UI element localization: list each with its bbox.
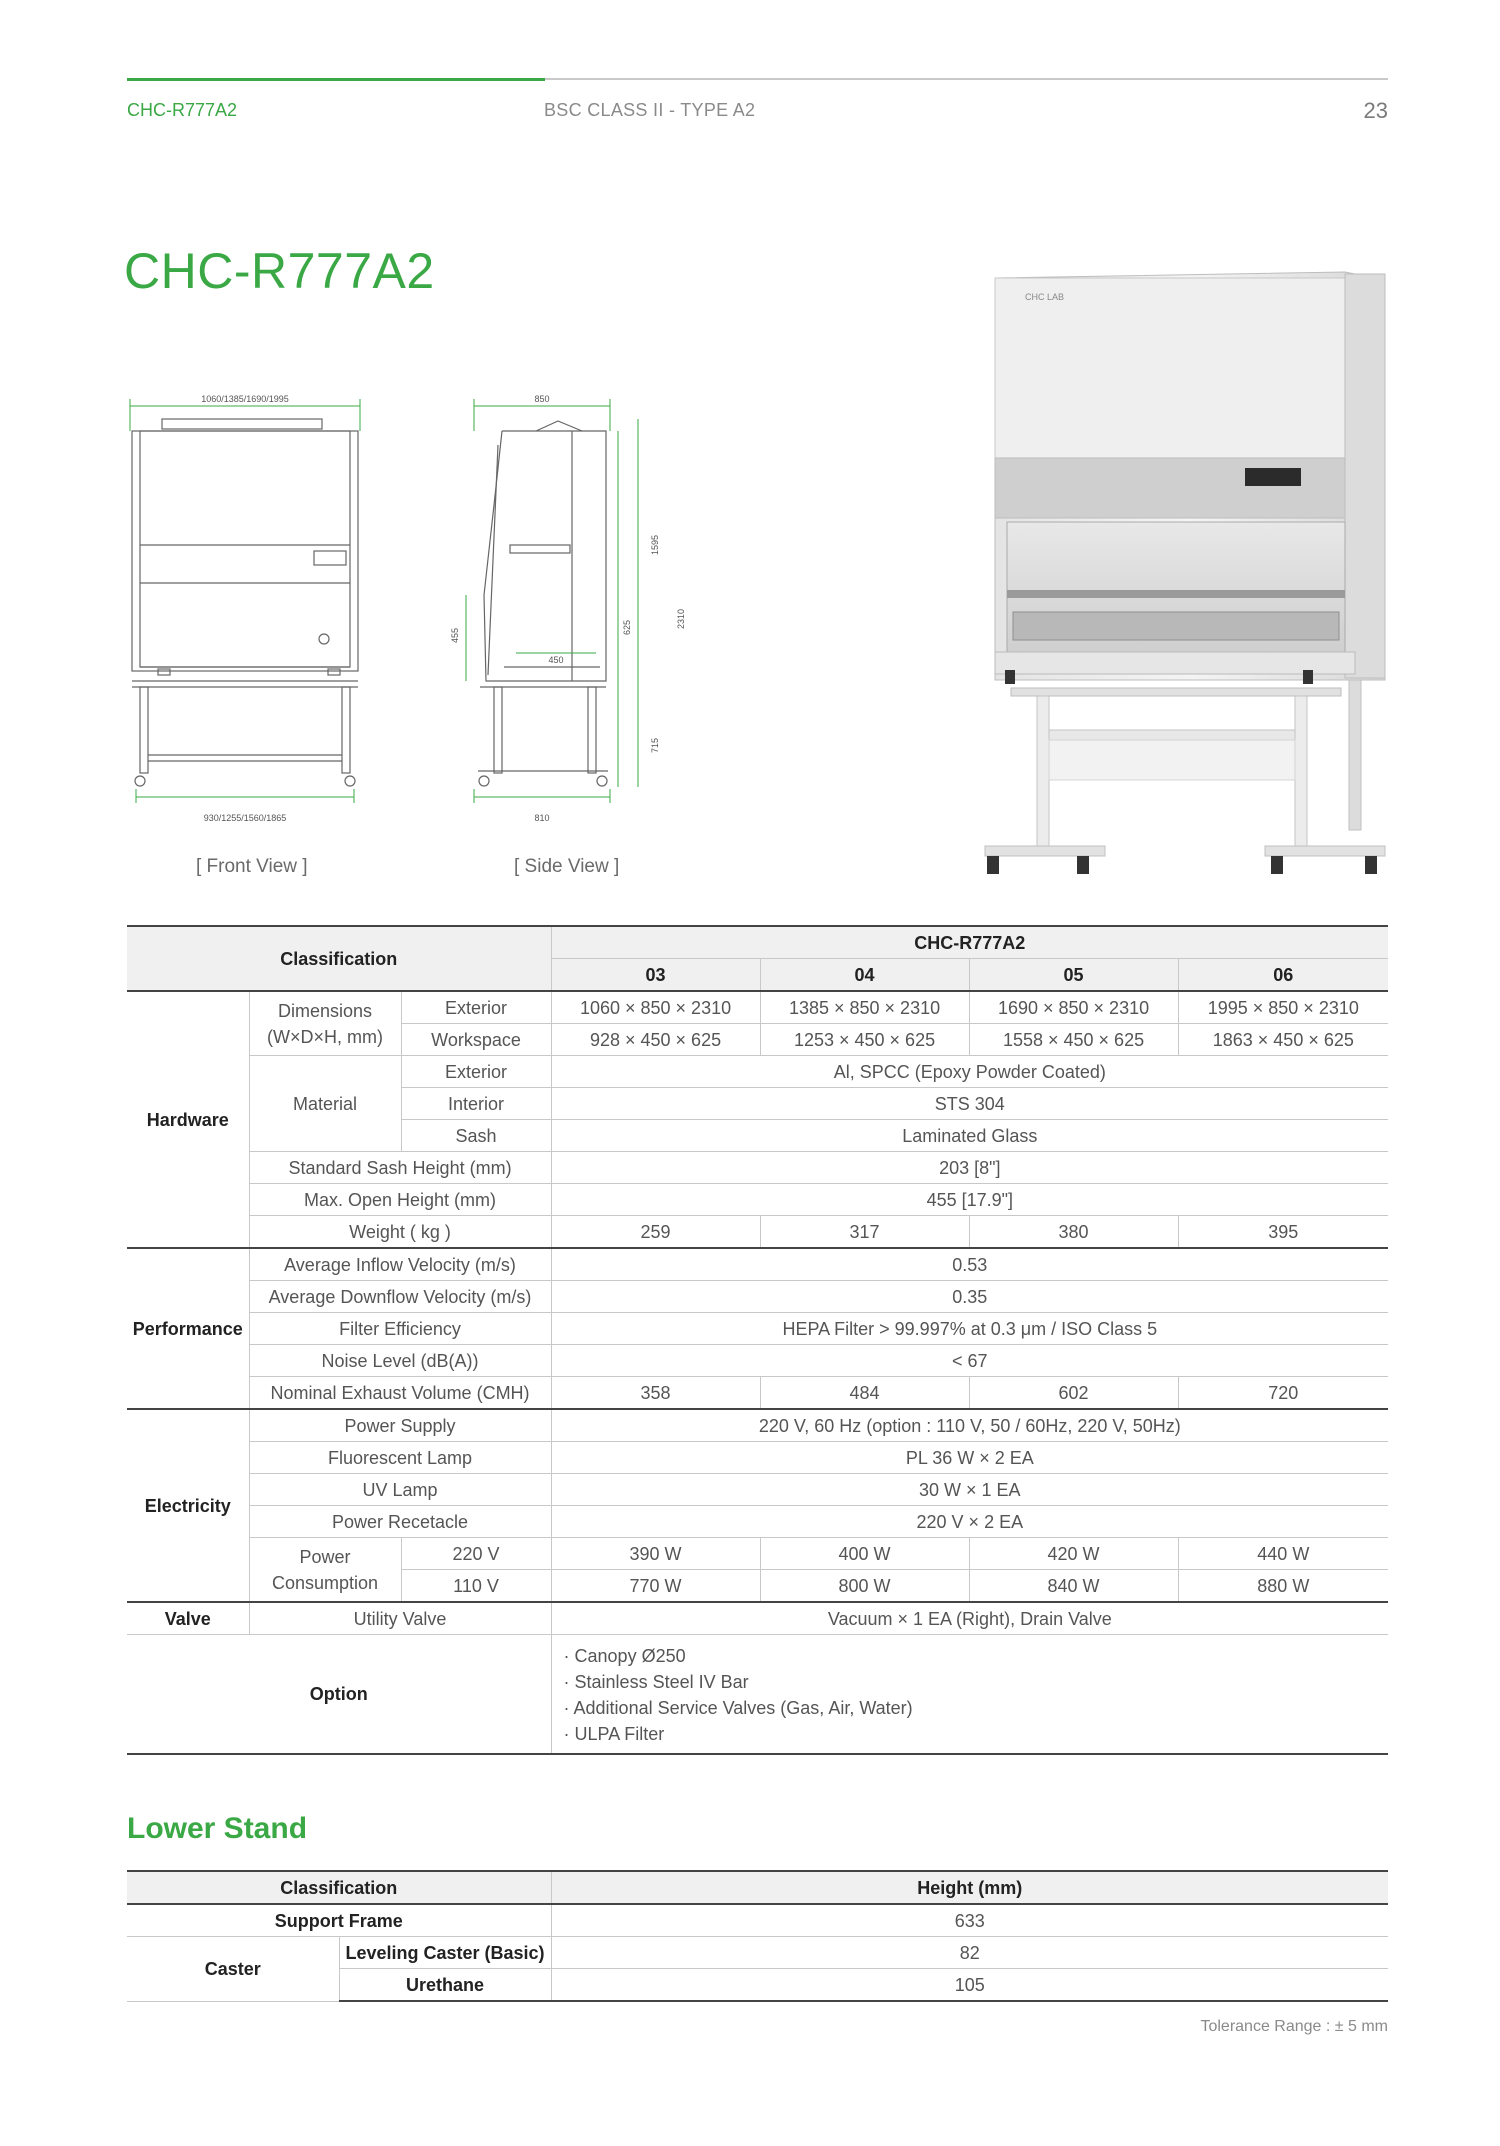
table-row [127,1538,1388,1570]
fluorescent-value: PL 36 W × 2 EA [551,1442,1388,1474]
header-accent-rule [127,78,545,81]
fluorescent-label: Fluorescent Lamp [249,1442,551,1474]
consumption-220-06: 440 W [1178,1538,1388,1570]
weight-label: Weight ( kg ) [249,1216,551,1249]
page-title: CHC-R777A2 [124,243,435,299]
consumption-110-06: 880 W [1178,1570,1388,1603]
consumption-110-03: 770 W [551,1570,760,1603]
material-label: Material [249,1056,401,1152]
option-item: · Canopy Ø250 [563,1646,686,1666]
downflow-label: Average Downflow Velocity (m/s) [249,1281,551,1313]
consumption-label: Power Consumption [249,1538,401,1603]
filter-label: Filter Efficiency [249,1313,551,1345]
power-supply-label: Power Supply [249,1409,551,1442]
dim-workspace-03: 928 × 450 × 625 [551,1024,760,1056]
side-view-drawing [466,399,638,803]
table-row [127,1937,1388,1969]
table-row [127,1409,1388,1442]
downflow-value: 0.35 [551,1281,1388,1313]
valve-label: Valve [127,1602,249,1635]
lower-stand-table [127,1870,1388,2002]
receptacle-value: 220 V × 2 EA [551,1506,1388,1538]
dim-workspace-06: 1863 × 450 × 625 [1178,1024,1388,1056]
noise-label: Noise Level (dB(A)) [249,1345,551,1377]
consumption-110-04: 800 W [760,1570,969,1603]
height-715-label: 715 [650,737,660,753]
height-625-label: 625 [622,619,632,635]
tolerance-note: Tolerance Range : ± 5 mm [1200,2018,1388,2035]
utility-label: Utility Valve [249,1602,551,1635]
height-2310-label: 2310 [676,608,686,629]
front-width-label: 1060/1385/1690/1995 [201,394,289,404]
product-photo [965,260,1395,890]
height-1595-label: 1595 [650,534,660,555]
exhaust-03: 358 [551,1377,760,1410]
dim-exterior-05: 1690 × 850 × 2310 [969,991,1178,1024]
max-open: 455 [17.9"] [551,1184,1388,1216]
urethane-value: 105 [551,1969,1388,2002]
material-sash: Laminated Glass [551,1120,1388,1152]
table-row [127,1377,1388,1410]
front-base-label: 930/1255/1560/1865 [203,813,287,823]
model-06: 06 [1178,959,1388,992]
page-number: 23 [1363,98,1388,123]
material-exterior-label: Exterior [401,1056,551,1088]
table-row [127,991,1388,1024]
side-view-caption: [ Side View ] [514,856,620,877]
header-classification: BSC CLASS II - TYPE A2 [544,100,756,120]
weight-03: 259 [551,1216,760,1249]
v110-label: 110 V [401,1570,551,1603]
leveling-caster-value: 82 [551,1937,1388,1969]
table-row [127,1442,1388,1474]
caster-label: Caster [127,1937,339,2002]
height-455-label: 455 [450,627,460,643]
table-row [127,926,1388,959]
classification-header: Classification [127,926,551,991]
header-model: CHC-R777A2 [127,100,238,120]
consumption-220-04: 400 W [760,1538,969,1570]
front-view-drawing [130,399,360,803]
dimensions-label: Dimensions (W×D×H, mm) [249,991,401,1056]
dim-workspace-05: 1558 × 450 × 625 [969,1024,1178,1056]
dim-exterior-06: 1995 × 850 × 2310 [1178,991,1388,1024]
model-05: 05 [969,959,1178,992]
table-row [127,1313,1388,1345]
option-item: · Additional Service Valves (Gas, Air, Water) [563,1698,913,1718]
inflow-label: Average Inflow Velocity (m/s) [249,1248,551,1281]
power-supply-value: 220 V, 60 Hz (option : 110 V, 50 / 60Hz, 220 V, 50Hz) [551,1409,1388,1442]
table-row [127,1904,1388,1937]
max-open-label: Max. Open Height (mm) [249,1184,551,1216]
filter-value: HEPA Filter > 99.997% at 0.3 μm / ISO Class 5 [551,1313,1388,1345]
electricity-label: Electricity [127,1409,249,1602]
spec-table [127,925,1388,1755]
inflow-value: 0.53 [551,1248,1388,1281]
table-row [127,1152,1388,1184]
uv-value: 30 W × 1 EA [551,1474,1388,1506]
exhaust-label: Nominal Exhaust Volume (CMH) [249,1377,551,1410]
consumption-220-05: 420 W [969,1538,1178,1570]
material-interior-label: Interior [401,1088,551,1120]
side-work-label: 450 [548,655,564,665]
model-03: 03 [551,959,760,992]
dim-workspace-label: Workspace [401,1024,551,1056]
model-04: 04 [760,959,969,992]
table-row [127,1474,1388,1506]
table-row [127,1871,1388,1904]
photo-brand: CHC LAB [1025,292,1065,302]
performance-label: Performance [127,1248,249,1409]
exhaust-06: 720 [1178,1377,1388,1410]
noise-value: < 67 [551,1345,1388,1377]
urethane-label: Urethane [339,1969,551,2002]
lower-stand-title: Lower Stand [127,1812,308,1845]
front-view-caption: [ Front View ] [196,856,308,877]
option-label: Option [127,1635,551,1755]
option-item: · ULPA Filter [563,1724,665,1744]
support-frame-value: 633 [551,1904,1388,1937]
table-row [127,1602,1388,1635]
material-exterior: Al, SPCC (Epoxy Powder Coated) [551,1056,1388,1088]
table-row [127,1216,1388,1249]
table-row [127,1184,1388,1216]
dim-exterior-label: Exterior [401,991,551,1024]
table-row [127,1248,1388,1281]
side-base-label: 810 [534,813,550,823]
side-depth-label: 850 [534,394,550,404]
hardware-label: Hardware [127,991,249,1248]
material-sash-label: Sash [401,1120,551,1152]
lower-classification-header: Classification [127,1871,551,1904]
model-header: CHC-R777A2 [551,926,1388,959]
option-item: · Stainless Steel IV Bar [563,1672,749,1692]
sash-height-label: Standard Sash Height (mm) [249,1152,551,1184]
consumption-220-03: 390 W [551,1538,760,1570]
table-row [127,1281,1388,1313]
weight-04: 317 [760,1216,969,1249]
lower-height-header: Height (mm) [551,1871,1388,1904]
dim-exterior-03: 1060 × 850 × 2310 [551,991,760,1024]
option-list [551,1635,1388,1755]
table-row [127,1056,1388,1088]
dim-exterior-04: 1385 × 850 × 2310 [760,991,969,1024]
leveling-caster-label: Leveling Caster (Basic) [339,1937,551,1969]
table-row [127,1635,1388,1755]
utility-value: Vacuum × 1 EA (Right), Drain Valve [551,1602,1388,1635]
v220-label: 220 V [401,1538,551,1570]
sash-height: 203 [8"] [551,1152,1388,1184]
table-row [127,1506,1388,1538]
table-row [127,1345,1388,1377]
weight-05: 380 [969,1216,1178,1249]
weight-06: 395 [1178,1216,1388,1249]
consumption-110-05: 840 W [969,1570,1178,1603]
support-frame-label: Support Frame [127,1904,551,1937]
uv-label: UV Lamp [249,1474,551,1506]
technical-drawings [118,385,718,855]
exhaust-05: 602 [969,1377,1178,1410]
material-interior: STS 304 [551,1088,1388,1120]
exhaust-04: 484 [760,1377,969,1410]
dim-workspace-04: 1253 × 450 × 625 [760,1024,969,1056]
receptacle-label: Power Recetacle [249,1506,551,1538]
